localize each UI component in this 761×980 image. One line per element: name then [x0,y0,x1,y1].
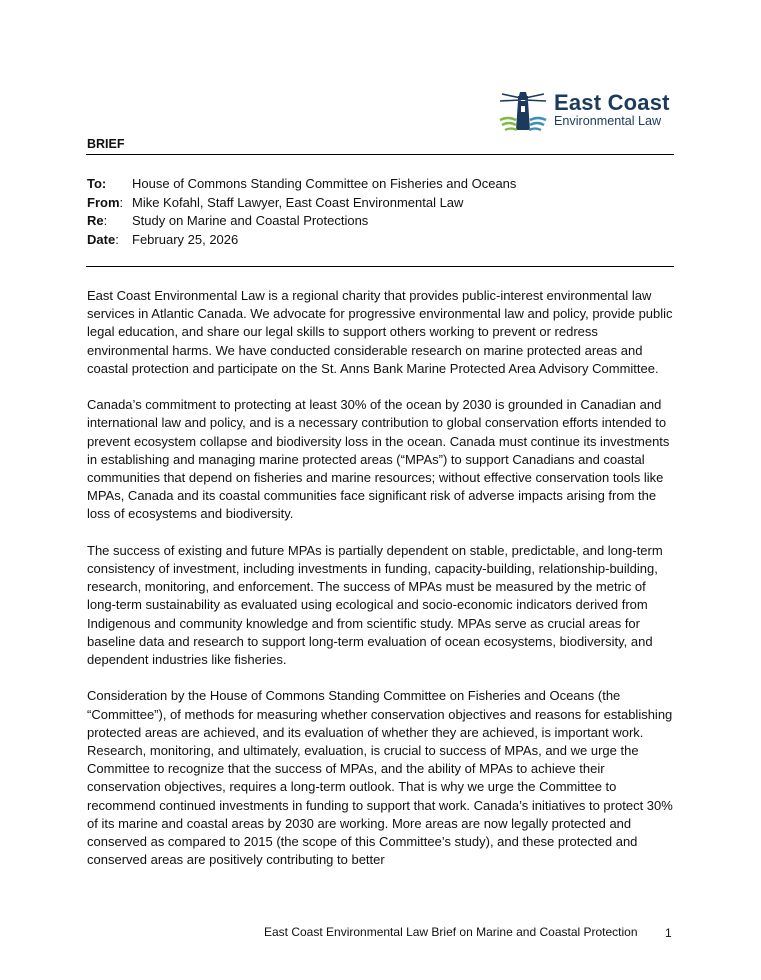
page-footer: East Coast Environmental Law Brief on Marine and Coastal Protection [264,925,638,939]
memo-date-colon: : [115,231,119,247]
memo-from-key-text: From [87,194,120,210]
memo-date-key [87,231,132,250]
body-paragraph: Consideration by the House of Commons Standing Committee on Fisheries and Oceans (the “Committee”), of methods for measuring whether conservation objectives and reasons for establishing protected areas are achieved, and its evaluation of whether they are achieved, is important work. Research, monitoring, and ultimately, evaluation, is crucial to success of MPAs, and we urge the Committee to recognize that the success of MPAs, and the ability of MPAs to achieve their conservation objectives, requires a long-term outlook. That is why we urge the Committee to recommend continued investments in funding to support that work. Canada’s initiatives to protect 30% of its marine and coastal areas by 2030 are working. More areas are now legally protected and conserved as compared to 2015 (the scope of this Committee’s study), and these protected and conserved areas are positively contributing to better [87,688,673,868]
memo-from-colon: : [119,194,124,210]
document-type-label: BRIEF [87,137,125,151]
memo-date-row [87,231,516,250]
memo-re-key [87,212,132,231]
memo-from-value: Mike Kofahl, Staff Lawyer, East Coast Environmental Law [132,194,464,210]
body-paragraph: The success of existing and future MPAs is partially dependent on stable, predictable, and long-term consistency of investment, including investments in funding, capacity-building, relationship-building, research, monitoring, and enforcement. The success of MPAs must be measured by the metric of long-term sustainability as evaluated using ecological and socio-economic indicators derived from Indigenous and community knowledge and from scientific study. MPAs serve as crucial areas for baseline data and research to support long-term evaluation of ocean ecosystems, biodiversity, and dependent industries like fisheries. [87,542,663,668]
header-top-divider [86,154,674,155]
memo-to-value: House of Commons Standing Committee on Fisheries and Oceans [132,176,517,191]
logo-subtitle: Environmental Law [554,114,662,128]
logo-title: East Coast [554,90,670,115]
memo-header [87,175,516,249]
memo-re-colon: : [103,213,108,228]
lighthouse-waves-icon [496,90,550,136]
brief-body [87,287,675,888]
memo-re-value: Study on Marine and Coastal Protections [132,213,369,228]
page-number: 1 [665,926,672,940]
body-paragraph: East Coast Environmental Law is a regional charity that provides public-interest environmental law services in Atlantic Canada. We advocate for progressive environmental law and policy, provide public legal education, and share our legal skills to support others working to prevent or redress environmental harms. We have conducted considerable research on marine protected areas and coastal protection and participate on the St. Anns Bank Marine Protected Area Advisory Committee. [87,288,673,376]
memo-re-row [87,212,516,231]
memo-date-value: February 25, 2026 [132,231,239,247]
organization-logo [496,90,674,136]
body-paragraph: Canada’s commitment to protecting at least 30% of the ocean by 2030 is grounded in Canadian and international law and policy, and is a necessary contribution to global conservation efforts intended to prevent ecosystem collapse and biodiversity loss in the ocean. Canada must continue its investments in establishing and managing marine protected areas (“MPAs”) to support Canadians and coastal communities that depend on fisheries and marine resources; without effective conservation tools like MPAs, Canada and its coastal communities face significant risk of adverse impacts arising from the loss of ecosystems and biodiversity. [87,397,670,522]
memo-from-key [87,194,132,213]
memo-from-row [87,194,516,213]
memo-to-key: To: [87,176,107,191]
memo-date-key-text: Date [87,231,116,247]
memo-re-key-text: Re [87,213,104,228]
memo-to-row [87,175,516,194]
header-bottom-divider [86,266,674,267]
